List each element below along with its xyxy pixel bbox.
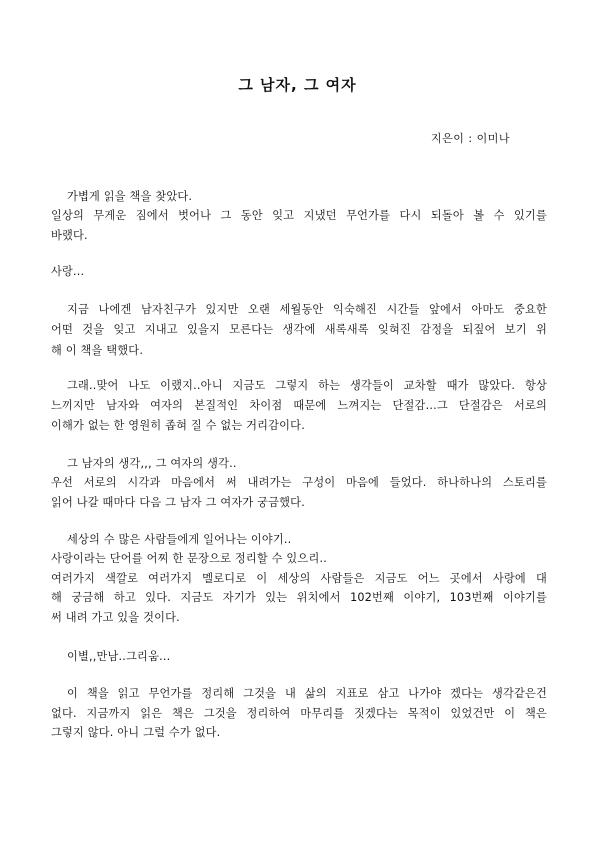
text-line: 여러가지 색깔로 여러가지 멜로디로 이 세상의 사람들은 지금도 어느 곳에서 사랑에 대 bbox=[51, 572, 547, 585]
text-line: 이 책을 읽고 무언가를 정리해 그것을 내 삶의 지표로 삼고 나가야 겠다는 생각같은건 bbox=[67, 687, 547, 700]
text-line: 우선 서로의 시각과 마음에서 써 내려가는 구성이 마음에 들었다. 하나하나의 스토리를 bbox=[51, 476, 547, 489]
text-line: 그 남자의 생각,,, 그 여자의 생각.. bbox=[67, 457, 237, 470]
text-line: 어떤 것을 잊고 지내고 있을지 모른다는 생각에 새록새록 잊혀진 감정을 되짚어 보기 위 bbox=[51, 323, 547, 336]
document-title: 그 남자, 그 여자 bbox=[238, 76, 357, 94]
text-line: 이별,,만남..그리움... bbox=[67, 650, 171, 663]
text-line: 해 궁금해 하고 있다. 지금도 자기가 있는 위치에서 102번째 이야기, 103번째 이야기를 bbox=[51, 591, 547, 604]
text-line: 세상의 수 많은 사람들에게 일어나는 이야기.. bbox=[67, 533, 292, 546]
author-line: 지은이 : 이미나 bbox=[431, 132, 510, 145]
text-line: 그래..맞어 나도 이랬지..아니 지금도 그렇지 하는 생각들이 교차할 때가 많았다. 항상 bbox=[67, 379, 547, 392]
text-line: 지금 나에겐 남자친구가 있지만 오랜 세월동안 익숙해진 시간들 앞에서 아마도 중요한 bbox=[67, 303, 547, 316]
text-line: 사랑이라는 단어를 어찌 한 문장으로 정리할 수 있으리.. bbox=[51, 552, 327, 565]
text-line: 해 이 책을 택했다. bbox=[51, 344, 144, 357]
text-line: 사랑... bbox=[51, 265, 85, 278]
text-line: 써 내려 가고 있을 것이다. bbox=[51, 611, 180, 624]
text-line: 가볍게 읽을 책을 찾았다. bbox=[67, 190, 193, 203]
text-line: 그렇지 않다. 아니 그럴 수가 없다. bbox=[51, 726, 221, 739]
text-line: 이해가 없는 한 영원히 좁혀 질 수 없는 거리감이다. bbox=[51, 419, 305, 432]
text-line: 없다. 지금까지 읽은 책은 그것을 정리하여 마무리를 짓겠다는 목적이 있었건만 이 책은 bbox=[51, 707, 547, 720]
text-line: 일상의 무게운 짐에서 벗어나 그 동안 잊고 지냈던 무언가를 다시 되돌아 볼 수 있기를 bbox=[51, 209, 547, 222]
text-line: 바랬다. bbox=[51, 229, 88, 242]
text-line: 느끼지만 남자와 여자의 본질적인 차이점 때문에 느껴지는 단절감...그 단절감은 서로의 bbox=[51, 399, 547, 412]
text-line: 읽어 나갈 때마다 다음 그 남자 그 여자가 궁금했다. bbox=[51, 496, 305, 509]
